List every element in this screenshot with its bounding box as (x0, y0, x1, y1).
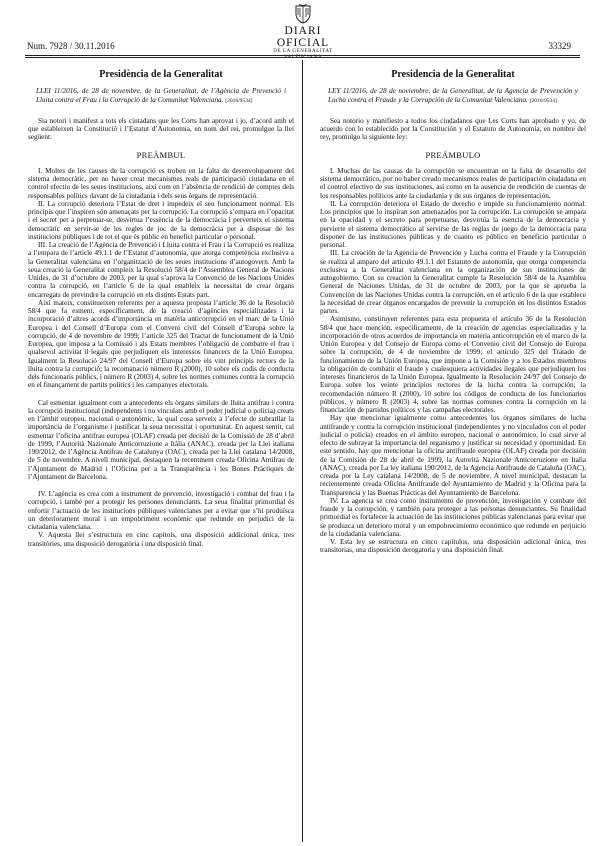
logo-subtitle: DE LA GENERALITAT VALENCIANA (273, 49, 333, 60)
column-separator (302, 60, 303, 842)
paragraph: Així mateix, constitueixen referents per a aquesta proposta l’article 36 de la Resolució 58/4 que fa esment, específicament, de la creació d’agències especialitzades i la incorporació d’altres acords d’importància en matèria anticorrupció en el marc de la Unió Europea i del Consell d’Europa com el Conveni civil del Consell d’Europa sobre la corrupció, de 4 de novembre de 1999; l’article 325 del Tractat de funcionament de la Unió Europea, que imposa a la Comissió i als Estats membres l’obligació de combatre el frau i qualsevol activitat il·legals que perjudiquen els interessos financers de la Unió Europea. Igualment la Resolució 24/97 del Consell d’Europa sobre els vint principis rectors de la lluita contra la corrupció; la recomanació número R (2000), 10 sobre els codis de conducta dels funcionaris públics, i número R (2003) 4, sobre les normes comunes contra la corrupció en el finançament de partits polítics i les campanyes electorals. (28, 298, 294, 390)
paragraph: V. Esta ley se estructura en cinco capítulos, una disposición adicional única, tres transitorias, una disposición derogatoria y una disposición final. (320, 538, 586, 555)
logo-title: DIARI OFICIAL (276, 25, 330, 49)
paragraph: V. Aquesta llei s’estructura en cinc capítols, una disposició addicional única, tres transitòries, una disposició derogatòria i una disposició final. (28, 531, 294, 548)
paragraph: Cal esmentar igualment com a antecedents els òrgans similars de lluita antifrau i contra la corrupció institucional (independents i no vinculats amb el poder judicial o policia) creats en l’àmbit europeu, nacional o autonòmic, la qual cosa serveix a l’efecte de subratllar la importància de l’organisme i justificar la seua necessitat i oportunitat. En aquest sentit, cal esmentar l’oficina antifrau europea (OLAF) creada per decisió de la Comissió de 28 d’abril de 1999, l’Autorità Nazionale Anticorruzione a Itàlia (ANAC), creada per la Llei italiana 190/2012, de l’Agència Antifrau de Catalunya (OAC), creada per la Llei catalana 14/2008, de 5 de novembre. A nivell municipal, destaquen la recentment creada Oficina Antifrau de l’Ajuntament de Madrid i l’Oficina per a la Transparència i les Bones Pràctiques de l’Ajuntament de Barcelona. (28, 398, 294, 481)
paragraph: III. La creación de la Agencia de Prevención y Lucha contra el Fraude y la Corrupción se realiza al amparo del artículo 49.1.1 del Estatuto de autonomía, que otorga competencia exclusiva a la Generalitat valenciana en la organización de sus instituciones de autogobierno. Con su creación la Generalitat cumple la Resolución 58/4 de la Asamblea General de Naciones Unidas, de 31 de octubre de 2003, por la que se aprueba la Convención de las Naciones Unidas contra la corrupción, en el artículo 6 de la que establece la necesidad de crear órganos encargados de prevenir la corrupción en los distintos Estados partes. (320, 249, 586, 315)
paragraph: I. Muchas de las causas de la corrupción se encuentran en la falta de desarrollo del sistema democrático, por no haber creado mecanismos reales de participación ciudadana en el control efectivo de sus instituciones, así como en la ausencia de rendición de cuentas de los responsables políticos ante la ciudadanía y de sus órganos de representación. (320, 166, 586, 200)
promulgation-text: Sea notorio y manifiesto a todos los ciudadanos que Les Corts han aprobado y yo, de acuerdo con lo establecido por la Constitución y el Estatuto de Autonomía, en nombre del rey, promulgo la siguiente ley: (320, 116, 586, 142)
law-title-text: LLEI 11/2016, de 28 de novembre, de la Generalitat, de l’Agència de Prevenció i Lluita contra el Frau i la Corrupció de la Comunitat Valenciana. (36, 87, 286, 104)
paragraph: I. Moltes de les causes de la corrupció es troben en la falta de desenvolupament del sistema democràtic, per no haver creat mecanismes reals de participació ciutadana en el control efectiu de les seues institucions, així com en l’absència de rendició de comptes dels responsables polítics davant de la ciutadania i dels seus òrgans de representació. (28, 166, 294, 200)
paragraph: Asimismo, constituyen referentes para esta propuesta el artículo 36 de la Resolución 58/4 que hace mención, específicamente, de la creación de agencias especializadas y la incorporación de otros acuerdos de importancia en materia anticorrupción en el marco de la Unión Europea y del Consejo de Europa como el Convenio civil del Consejo de Europa sobre la corrupción, de 4 de noviembre de 1999; el artículo 325 del Tratado de funcionamiento de la Unión Europea, que impone a la Comisión y a los Estados miembros la obligación de combatir el fraude y cualesquiera actividades ilegales que perjudiquen los intereses financieros de la Unión Europea. Igualmente la Resolución 24/97 del Consejo de Europa sobre los veinte principios rectores de la lucha contra la corrupción; la recomendación número R (2000), 10 sobre los códigos de conducta de los funcionarios públicos, y número R (2003) 4, sobre las normas comunes contra la corrupción en la financiación de partidos políticos y las campañas electorales. (320, 315, 586, 414)
paragraph: Hay que mencionar igualmente como antecedentes los órganos similares de lucha antifraude y contra la corrupción institucional (independientes y no vinculados con el poder judicial o policía) creados en el ámbito europeo, nacional o autonómico, lo cual sirve al efecto de subrayar la importancia del organismo y justificar su necesidad y oportunidad. En este sentido, hay que mencionar la oficina antifraude europea (OLAF) creada por decisión de la Comisión de 28 de abril de 1999, la Autorità Nazionale Anticorruzione en Italia (ANAC), creada por La ley italiana 190/2012, de la Agencia Antifraude de Cataluña (OAC), creada por la Ley catalana 14/2008, de 5 de noviembre. A nivel municipal, destacan la recientemente creada Oficina Antifraude del Ayuntamiento de Madrid y la Oficina para la Transparencia y las Buenas Prácticas del Ayuntamiento de Barcelona. (320, 414, 586, 497)
header-rule-double (25, 57, 580, 58)
paragraph: III. La creació de l’Agència de Prevenció i Lluita contra el Frau i la Corrupció es realitza a l’empara de l’article 49.1.1 de l’Estatut d’autonomia, que atorga competència exclusiva a la Generalitat valenciana en l’organització de les seues institucions d’autogovern. Amb la seua creació la Generalitat compleix la Resolució 58/4 de l’Assemblea General de Nacions Unides, de 31 d’octubre de 2003, per la qual s’aprova la Convenció de les Nacions Unides contra la corrupció, en l’article 6 de la qual estableix la necessitat de crear òrgans encarregats de previndre la corrupció en els distints Estats part. (28, 241, 294, 299)
promulgation-text: Sia notori i manifest a tots els ciutadans que les Corts han aprovat i jo, d’acord amb el que estableixen la Constitució i l’Estatut d’Autonomia, en nom del rei, promulgue la llei següent: (28, 116, 294, 142)
issue-number: Num. 7928 / 30.11.2016 (27, 41, 115, 51)
law-title-text: LEY 11/2016, de 28 de noviembre, de la Generalitat, de la Agencia de Prevención y Lucha contra el Fraude y la Corrupción de la Comunitat Valenciana. (328, 87, 578, 104)
header-rule (25, 55, 580, 56)
preamble-heading: PREÁMBULO (425, 149, 481, 160)
paragraph: II. La corrupción deteriora el Estado de derecho e impide su funcionamiento normal. Los principios que lo inspiran son amenazados por la corrupción. La corrupción se ampara en la opacidad y el secreto para perpetuarse, desvirtúa la esencia de la democracia y pervierte el sistema democrático al servirse de las reglas de juego de la democracia para disponer de las instituciones públicas y de cuanto es público en beneficio particular o personal. (320, 199, 586, 249)
valencian-column (28, 60, 294, 548)
page-header (0, 0, 605, 60)
law-reference: [2016/9534] (225, 97, 253, 104)
page-number: 33329 (548, 41, 571, 51)
spanish-column (320, 60, 586, 555)
preamble-heading: PREÀMBUL (136, 149, 186, 160)
law-reference: [2016/9534] (529, 97, 557, 104)
paragraph: II. La corrupció deteriora l’Estat de dret i impedeix el seu funcionament normal. Els principis que l’inspiren són amenaçats per la corrupció. La corrupció s’empara en l’opacitat i el secret per a perpetuar-se, desvirtua l’essència de la democràcia i perverteix el sistema democràtic en servir-se de les regles de joc de la democràcia per a disposar de les institucions públiques i de tot el que és públic en benefici particular o personal. (28, 199, 294, 241)
journal-logo (258, 4, 348, 61)
law-title (36, 87, 286, 105)
section-heading: Presidencia de la Generalitat (391, 69, 515, 80)
coat-of-arms-icon (292, 4, 314, 24)
section-heading: Presidència de la Generalitat (99, 69, 223, 80)
law-title (328, 87, 578, 105)
paragraph: IV. La agencia se crea como instrumento de prevención, investigación y combate del fraude y la corrupción, y también para proteger a las personas denunciantes. Su finalidad primordial es fortalecer la actuación de las instituciones públicas valencianas para evitar que se produzca un deterioro moral y un empobrecimiento económico que redunde en perjuicio de la ciudadanía valenciana. (320, 496, 586, 538)
paragraph: IV. L’agència es crea com a instrument de prevenció, investigació i combat del frau i la corrupció, i també per a protegir les persones denunciants. La seua finalitat primordial és enfortir l’actuació de les institucions públiques valencianes per a evitar que s’hi produïsca un deteriorament moral i un empobriment econòmic que redunde en perjudici de la ciutadania valenciana. (28, 490, 294, 531)
